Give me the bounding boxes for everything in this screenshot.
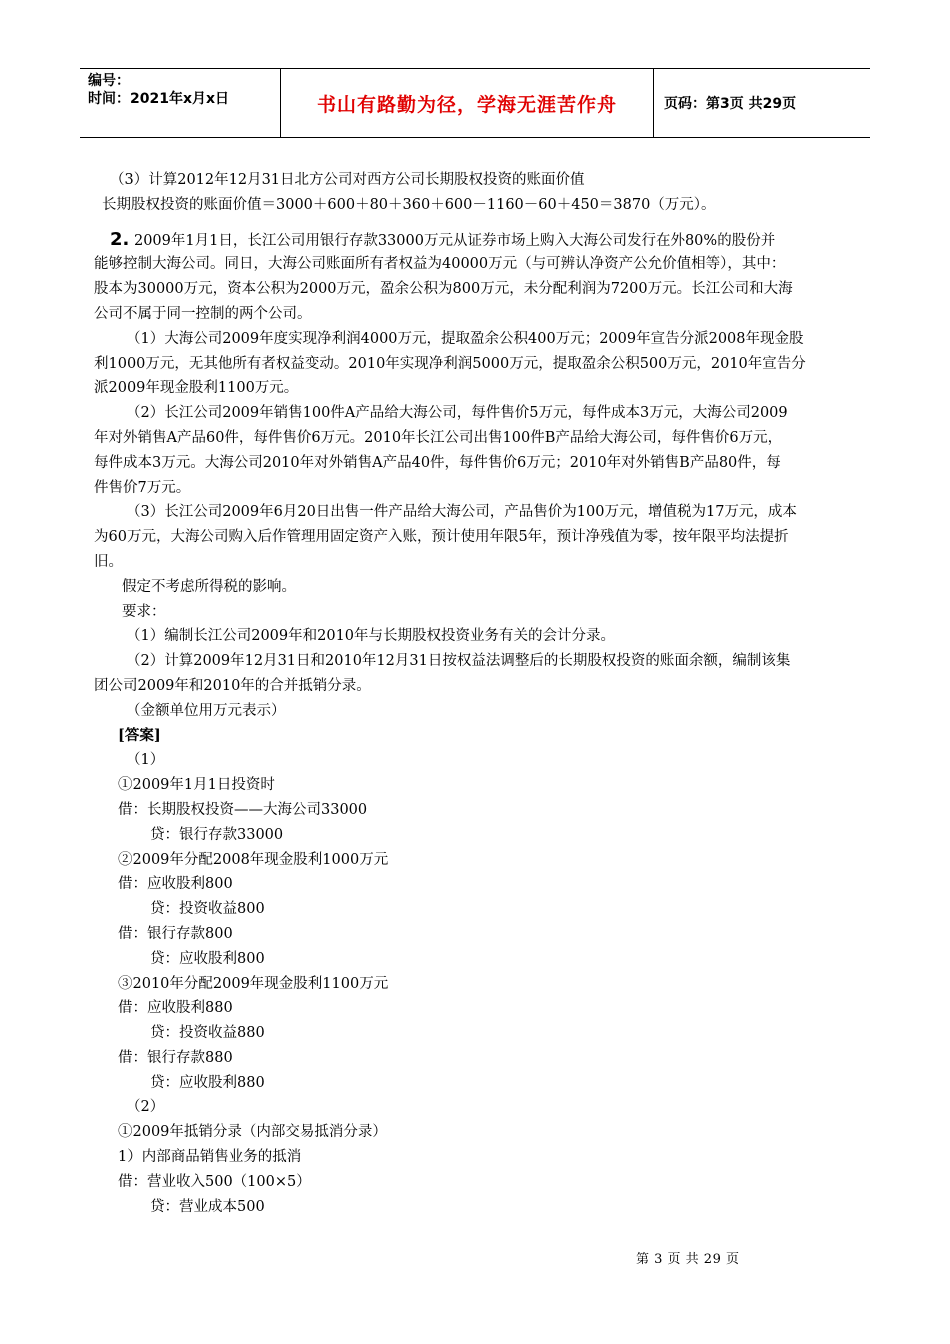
text-line: （1）大海公司2009年度实现净利润4000万元，提取盈余公积400万元；2009年宣告分派2008年现金股 <box>126 330 804 347</box>
text-line: （3）计算2012年12月31日北方公司对西方公司长期股权投资的账面价值 <box>110 172 585 188</box>
journal-debit: 借：营业收入500（100×5） <box>118 1173 311 1190</box>
text-line: 1）内部商品销售业务的抵消 <box>118 1149 302 1166</box>
text-line: 年对外销售A产品60件，每件售价6万元。2010年长江公司出售100件B产品给大海公司，每件售价6万元， <box>94 429 783 446</box>
text-line: 要求： <box>122 603 166 620</box>
text-line: ②2009年分配2008年现金股利1000万元 <box>118 851 389 868</box>
text-line: （2）长江公司2009年销售100件A产品给大海公司，每件售价5万元，每件成本3万元，大海公司2009 <box>126 405 788 422</box>
text-line: 能够控制大海公司。同日，大海公司账面所有者权益为40000万元（与可辨认净资产公允价值相等），其中： <box>94 256 786 273</box>
journal-debit: 借：应收股利800 <box>118 876 233 893</box>
journal-credit: 贷：投资收益800 <box>150 901 265 918</box>
text-line: （2） <box>126 1099 165 1116</box>
text-line: 长期股权投资的账面价值＝3000＋600＋80＋360＋600－1160－60＋450＝3870（万元）。 <box>102 196 716 213</box>
question-number: 2. <box>110 228 130 250</box>
text-line: 每件成本3万元。大海公司2010年对外销售A产品40件，每件售价6万元；2010年对外销售B产品80件，每 <box>94 454 781 471</box>
journal-debit: 借：银行存款800 <box>118 925 233 942</box>
text-line: 旧。 <box>94 553 123 570</box>
text-line: 股本为30000万元，资本公积为2000万元，盈余公积为800万元，未分配利润为7200万元。长江公司和大海 <box>94 281 793 298</box>
text-line: ③2010年分配2009年现金股利1100万元 <box>118 975 389 992</box>
document-body <box>94 168 882 1219</box>
journal-debit: 借：应收股利880 <box>118 1000 233 1017</box>
text-line: （1） <box>126 752 165 769</box>
code-label: 编号： <box>88 73 130 89</box>
text-line: 团公司2009年和2010年的合并抵销分录。 <box>94 677 371 694</box>
text-line: 派2009年现金股利1100万元。 <box>94 380 299 397</box>
journal-credit: 贷：营业成本500 <box>150 1198 265 1215</box>
journal-debit: 借：长期股权投资——大海公司33000 <box>118 801 368 818</box>
text-line: 假定不考虑所得税的影响。 <box>122 578 296 595</box>
text-line: 2009年1月1日，长江公司用银行存款33000万元从证券市场上购入大海公司发行在外80%的股份并 <box>133 232 776 249</box>
header-motto: 书山有路勤为径，学海无涯苦作舟 <box>281 69 654 137</box>
journal-debit: 借：银行存款880 <box>118 1049 233 1066</box>
journal-credit: 贷：投资收益880 <box>150 1025 265 1042</box>
journal-credit: 贷：应收股利880 <box>150 1074 265 1091</box>
text-line: （金额单位用万元表示） <box>126 702 286 719</box>
text-line: 公司不属于同一控制的两个公司。 <box>94 305 312 322</box>
text-line: ①2009年抵销分录（内部交易抵消分录） <box>118 1124 387 1141</box>
text-line: ①2009年1月1日投资时 <box>118 777 275 794</box>
question-2-first-line <box>102 228 882 253</box>
text-line: 为60万元，大海公司购入后作管理用固定资产入账，预计使用年限5年，预计净残值为零，按年限平均法提折 <box>94 529 789 546</box>
header-page-info: 页码：第3页 共29页 <box>664 96 797 112</box>
journal-credit: 贷：银行存款33000 <box>150 826 284 843</box>
journal-credit: 贷：应收股利800 <box>150 950 265 967</box>
text-line: 利1000万元，无其他所有者权益变动。2010年实现净利润5000万元，提取盈余公积500万元，2010年宣告分 <box>94 355 806 372</box>
document-header <box>80 68 870 138</box>
header-meta <box>80 69 281 137</box>
time-label: 时间：2021年x月x日 <box>88 91 230 107</box>
text-line: 件售价7万元。 <box>94 479 191 496</box>
text-line: （1）编制长江公司2009年和2010年与长期股权投资业务有关的会计分录。 <box>126 628 616 645</box>
text-line: （3）长江公司2009年6月20日出售一件产品给大海公司，产品售价为100万元，增值税为17万元，成本 <box>126 504 797 521</box>
text-line: （2）计算2009年12月31日和2010年12月31日按权益法调整后的长期股权投资的账面余额，编制该集 <box>126 653 791 670</box>
page-footer: 第 3 页 共 29 页 <box>636 1252 740 1267</box>
answer-heading: [答案] <box>118 726 161 744</box>
